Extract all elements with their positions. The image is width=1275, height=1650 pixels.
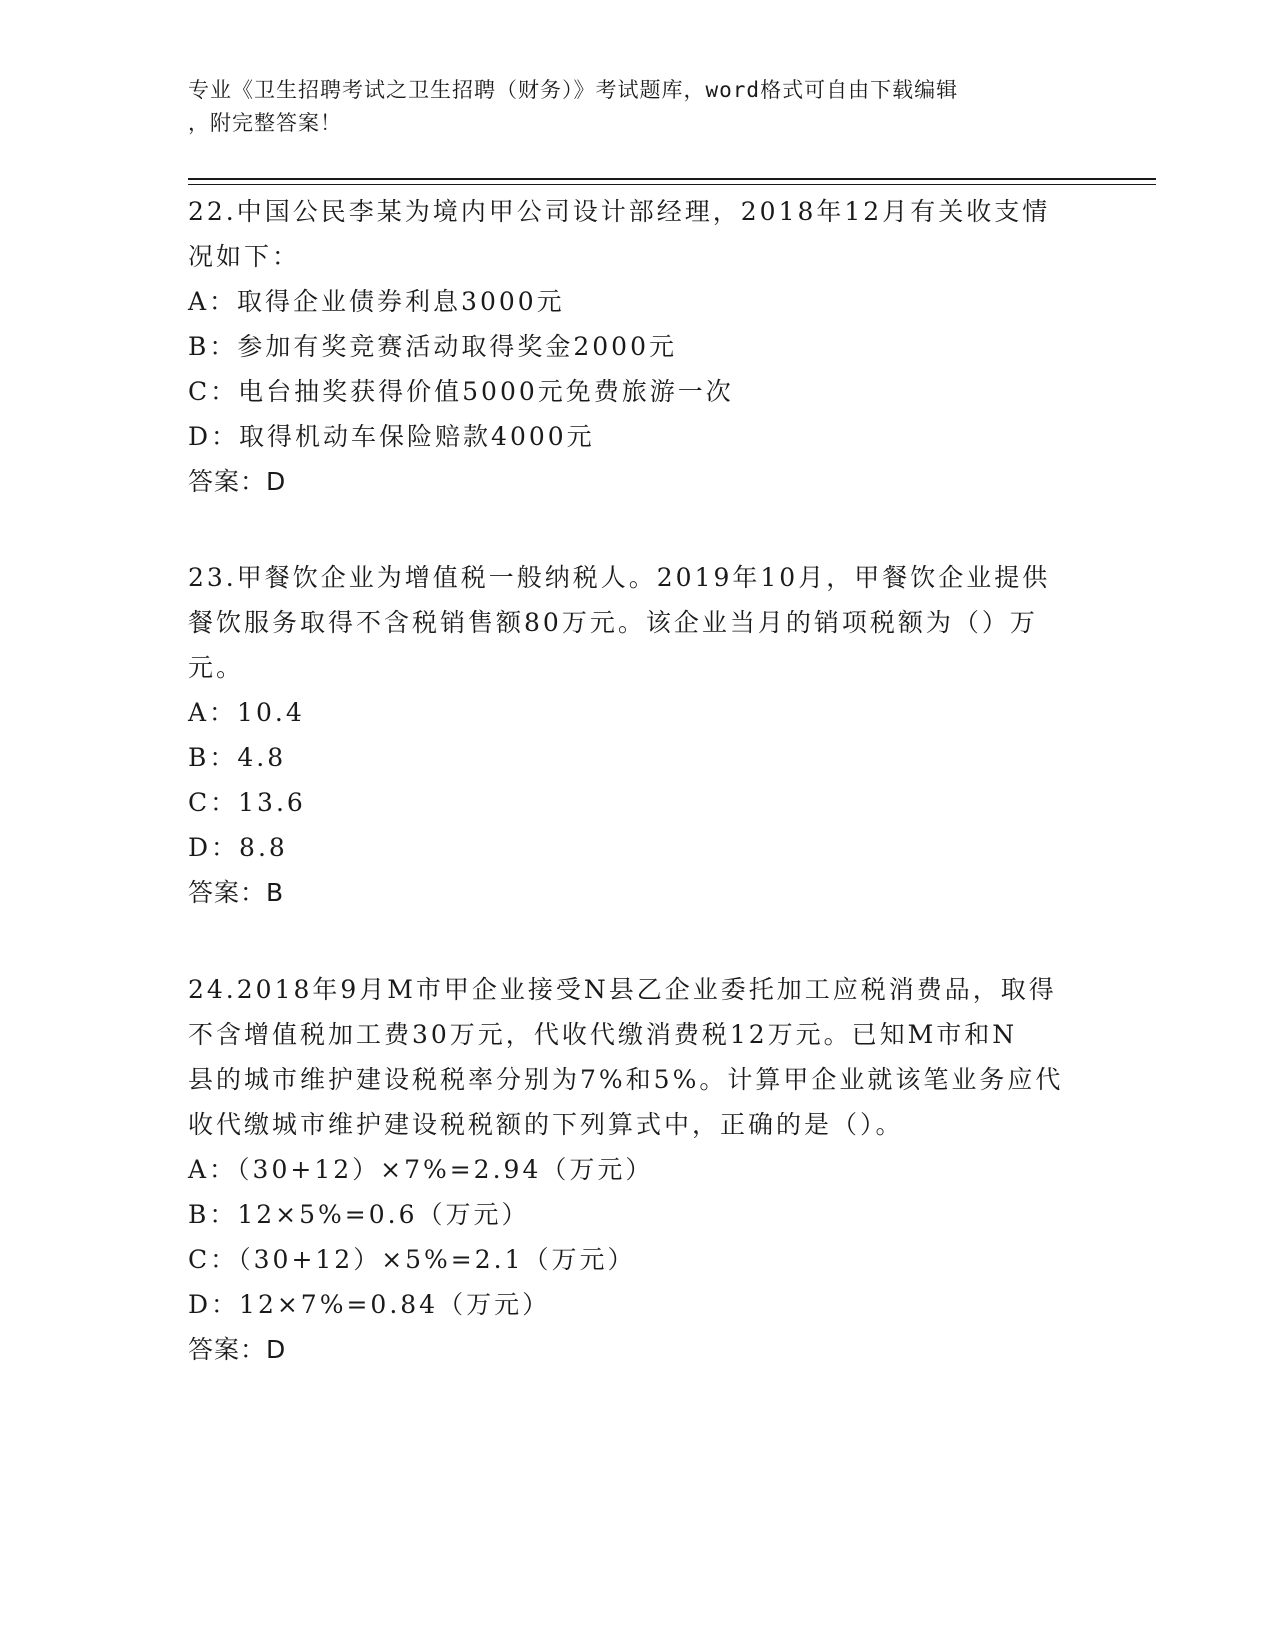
- question-stem-line: 元。: [188, 653, 245, 682]
- question-stem-line: 餐饮服务取得不含税销售额80万元。该企业当月的销项税额为（）万: [188, 608, 1038, 637]
- option-c: C：13.6: [188, 788, 306, 817]
- document-header: [188, 74, 1068, 140]
- option-d: D：取得机动车保险赔款4000元: [188, 422, 595, 451]
- question-stem-line: 23.甲餐饮企业为增值税一般纳税人。2019年10月，甲餐饮企业提供: [188, 563, 1051, 592]
- question-stem-line: 收代缴城市维护建设税税额的下列算式中，正确的是（）。: [188, 1110, 904, 1139]
- option-d: D：12×7%=0.84（万元）: [188, 1290, 551, 1319]
- option-b: B：4.8: [188, 743, 287, 772]
- question-24: [188, 967, 1088, 1372]
- option-a: A：（30+12）×7%=2.94（万元）: [188, 1155, 654, 1184]
- answer-line: 答案：D: [188, 1335, 287, 1364]
- header-line-1: 专业《卫生招聘考试之卫生招聘（财务）》考试题库，word格式可自由下载编辑: [188, 78, 959, 102]
- header-divider-thick: [188, 178, 1156, 180]
- question-23: [188, 555, 1088, 915]
- option-b: B：参加有奖竞赛活动取得奖金2000元: [188, 332, 677, 361]
- answer-line: 答案：B: [188, 878, 285, 907]
- option-c: C：电台抽奖获得价值5000元免费旅游一次: [188, 377, 734, 406]
- answer-line: 答案：D: [188, 467, 287, 496]
- option-b: B：12×5%=0.6（万元）: [188, 1200, 530, 1229]
- header-divider-thin: [188, 184, 1156, 185]
- question-stem-line: 县的城市维护建设税税率分别为7%和5%。计算甲企业就该笔业务应代: [188, 1065, 1064, 1094]
- option-c: C：（30+12）×5%=2.1（万元）: [188, 1245, 636, 1274]
- question-stem-line: 不含增值税加工费30万元，代收代缴消费税12万元。已知M市和N: [188, 1020, 1018, 1049]
- question-stem-line: 24.2018年9月M市甲企业接受N县乙企业委托加工应税消费品，取得: [188, 975, 1057, 1004]
- question-stem-line: 22.中国公民李某为境内甲公司设计部经理，2018年12月有关收支情: [188, 197, 1051, 226]
- option-a: A：取得企业债券利息3000元: [188, 287, 565, 316]
- question-22: [188, 189, 1088, 504]
- option-d: D：8.8: [188, 833, 288, 862]
- header-line-2: ，附完整答案！: [188, 111, 342, 135]
- option-a: A：10.4: [188, 698, 305, 727]
- question-stem-line: 况如下：: [188, 242, 301, 271]
